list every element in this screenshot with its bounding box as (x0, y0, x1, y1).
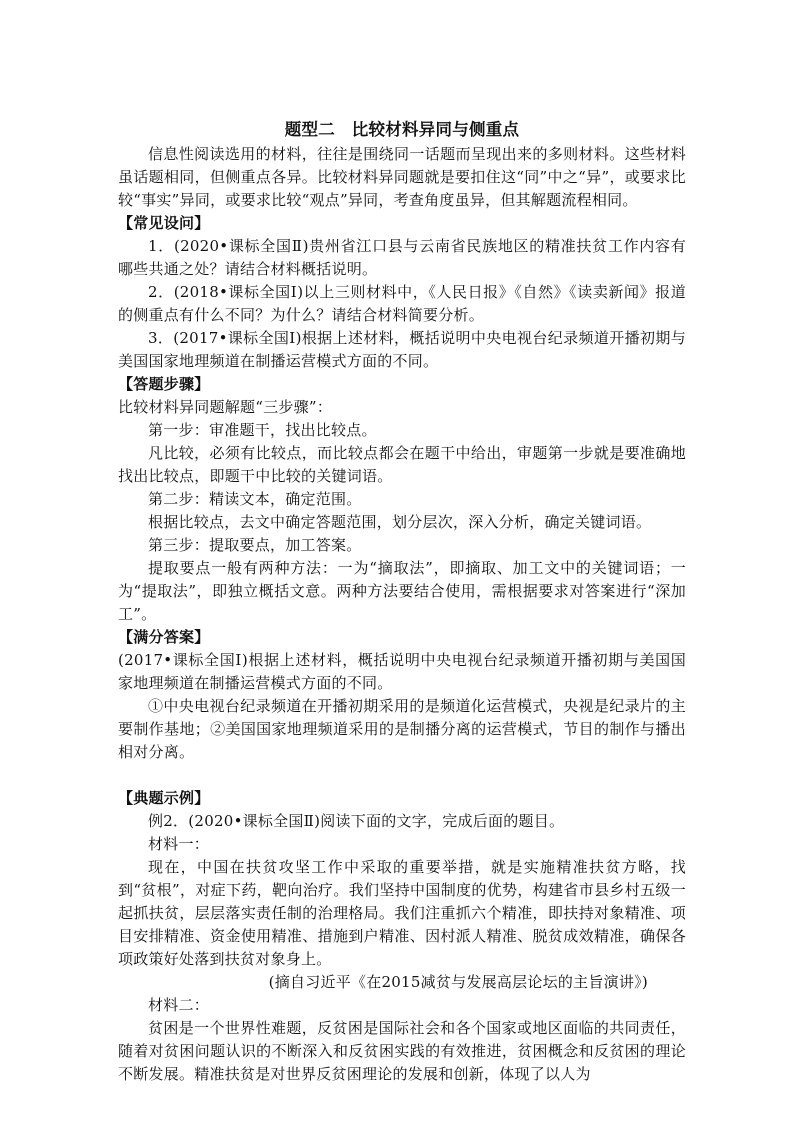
steps-lead: 比较材料异同题解题“三步骤”： (118, 398, 333, 416)
step-1-title: 第一步：审准题干，找出比较点。 (148, 421, 377, 439)
material-2-label: 材料二： (148, 996, 210, 1014)
material-1-source: (摘自习近平《在2015减贫与发展高层论坛的主旨演讲》) (268, 973, 648, 991)
material-2-text: 贫困是一个世界性难题，反贫困是国际社会和各个国家或地区面临的共同责任，随着对贫困问题认识的不断深入和反贫困实践的有效推进，贫困概念和反贫困的理论不断发展。精准扶贫是对世界反贫困理论的发展和创新，体现了以人为 (118, 1019, 686, 1083)
document-page (118, 118, 686, 1086)
step-2-title: 第二步：精读文本，确定范围。 (148, 490, 362, 508)
question-item-3: 3．(2017•课标全国Ⅰ)根据上述材料，概括说明中央电视台纪录频道开播初期与美国国家地理频道在制播运营模式方面的不同。 (118, 329, 686, 370)
page-title: 题型二 比较材料异同与侧重点 (284, 120, 520, 139)
section-heading-answer-steps: 【答题步骤】 (118, 375, 210, 393)
section-heading-example: 【典题示例】 (118, 789, 210, 807)
intro-paragraph: 信息性阅读选用的材料，往往是围绕同一话题而呈现出来的多则材料。这些材料虽话题相同，但侧重点各异。比较材料异同题就是要扣住这“同”中之“异”，或要求比较“事实”异同，或要求比较“观点”异同，考查角度虽异，但其解题流程相同。 (118, 145, 686, 209)
full-score-answer: ①中央电视台纪录频道在开播初期采用的是频道化运营模式，央视是纪录片的主要制作基地；②美国国家地理频道采用的是制播分离的运营模式，节目的制作与播出相对分离。 (118, 697, 686, 761)
material-1-text: 现在，中国在扶贫攻坚工作中采取的重要举措，就是实施精准扶贫方略，找到“贫根”，对症下药，靶向治疗。我们坚持中国制度的优势，构建省市县乡村五级一起抓扶贫，层层落实责任制的治理格局。我们注重抓六个精准，即扶持对象精准、项目安排精准、资金使用精准、措施到户精准、因村派人精准、脱贫成效精准，确保各项政策好处落到扶贫对象身上。 (118, 858, 686, 968)
section-heading-full-score-answer: 【满分答案】 (118, 628, 210, 646)
material-1-label: 材料一： (148, 835, 210, 853)
step-1-text: 凡比较，必须有比较点，而比较点都会在题干中给出，审题第一步就是要准确地找出比较点，即题干中比较的关键词语。 (118, 444, 686, 485)
section-heading-common-questions: 【常见设问】 (118, 214, 210, 232)
example-prompt: 例2．(2020•课标全国Ⅱ)阅读下面的文字，完成后面的题目。 (148, 812, 565, 830)
step-3-title: 第三步：提取要点，加工答案。 (148, 536, 362, 554)
question-item-1: 1．(2020•课标全国Ⅱ)贵州省江口县与云南省民族地区的精准扶贫工作内容有哪些共通之处？请结合材料概括说明。 (118, 237, 686, 278)
blank-line (118, 764, 686, 787)
step-3-text: 提取要点一般有两种方法：一为“摘取法”，即摘取、加工文中的关键词语；一为“提取法”，即独立概括文意。两种方法要结合使用，需根据要求对答案进行“深加工”。 (118, 559, 686, 623)
question-item-2: 2．(2018•课标全国Ⅰ)以上三则材料中，《人民日报》《自然》《读卖新闻》报道的侧重点有什么不同？为什么？请结合材料简要分析。 (118, 283, 686, 324)
step-2-text: 根据比较点，去文中确定答题范围，划分层次，深入分析，确定关键词语。 (148, 513, 652, 531)
full-score-question: (2017•课标全国Ⅰ)根据上述材料，概括说明中央电视台纪录频道开播初期与美国国家地理频道在制播运营模式方面的不同。 (118, 651, 686, 692)
